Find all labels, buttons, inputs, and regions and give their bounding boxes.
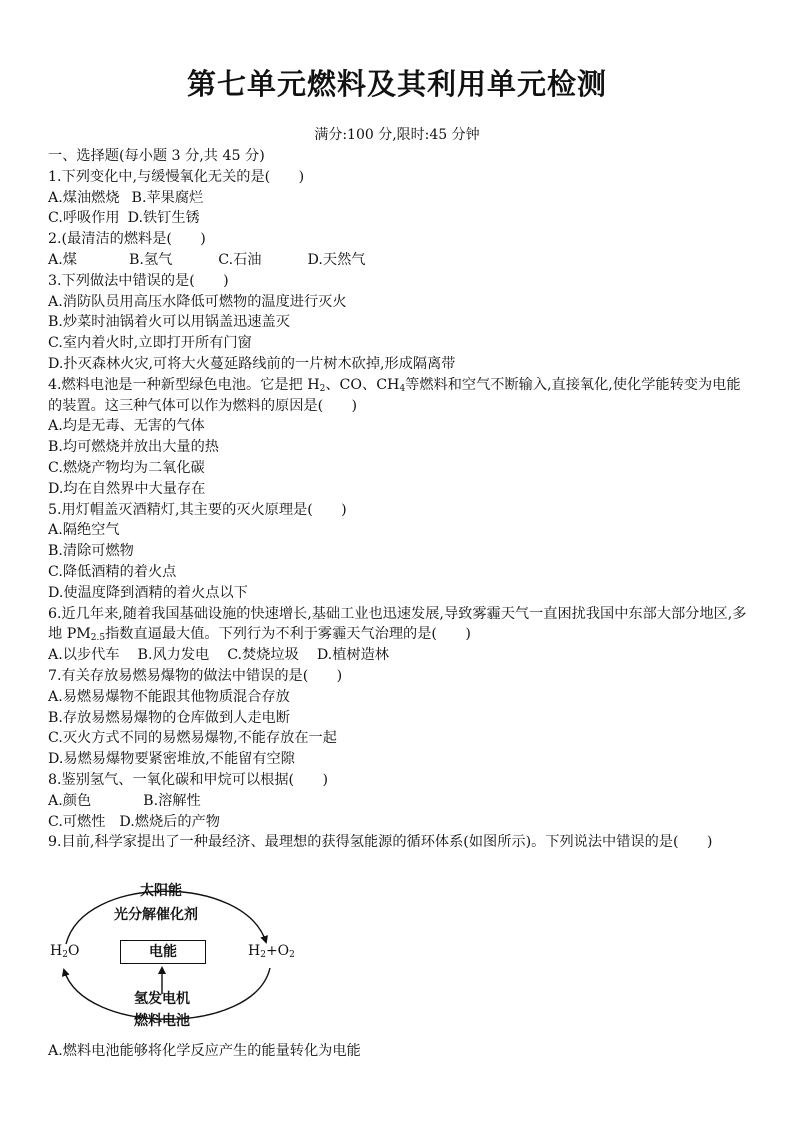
option-row <box>48 188 748 209</box>
question-stem: 7.有关存放易燃易爆物的做法中错误的是( ) <box>48 667 343 684</box>
question-stem: 5.用灯帽盖灭酒精灯,其主要的灭火原理是( ) <box>48 501 347 518</box>
option: C.可燃性 <box>48 813 106 830</box>
subscript: 2 <box>289 950 295 960</box>
option: D.植树造林 <box>316 647 389 664</box>
page-title: 第七单元燃料及其利用单元检测 <box>186 67 607 101</box>
option: C.石油 <box>218 251 262 268</box>
option-row <box>48 250 748 271</box>
electric-energy-box: 电能 <box>120 940 206 964</box>
question-stem: 2.(最清洁的燃料是( ) <box>48 231 206 248</box>
option: A.隔绝空气 <box>48 522 120 539</box>
option: D.易燃易爆物要紧密堆放,不能留有空隙 <box>48 751 295 768</box>
formula-part: O <box>67 943 80 959</box>
option: C.灭火方式不同的易燃易爆物,不能存放在一起 <box>48 730 337 747</box>
hydrogen-generator-label: 氢发电机 <box>134 991 190 1007</box>
stem-text: 等燃料和空气不断输入,直接氧化,使化学能转变为电能的装置。这三种气体可以作为燃料的原因是( ) <box>48 376 741 414</box>
option: A.煤油燃烧 <box>48 189 120 206</box>
solar-energy-label: 太阳能 <box>140 883 182 899</box>
option: B.存放易燃易爆物的仓库做到人走电断 <box>48 709 290 726</box>
water-label <box>50 943 79 959</box>
subscript: 4 <box>399 383 406 394</box>
question-stem: 3.下列做法中错误的是( ) <box>48 272 229 289</box>
option: A.消防队员用高压水降低可燃物的温度进行灭火 <box>48 293 347 310</box>
hydrogen-oxygen-label <box>248 943 295 959</box>
option: B.溶解性 <box>143 792 201 809</box>
option: C.室内着火时,立即打开所有门窗 <box>48 335 252 352</box>
option: B.炒菜时油锅着火可以用锅盖迅速盖灭 <box>48 314 290 331</box>
option-row <box>48 812 748 833</box>
subscript: 2 <box>260 950 266 960</box>
option: D.燃烧后的产物 <box>119 813 220 830</box>
section-heading: 一、选择题(每小题 3 分,共 45 分) <box>48 148 265 164</box>
option: B.苹果腐烂 <box>131 189 204 206</box>
option: B.清除可燃物 <box>48 543 134 560</box>
stem-text: 指数直逼最大值。下列行为不利于雾霾天气治理的是( ) <box>105 626 471 643</box>
option: A.易燃易爆物不能跟其他物质混合存放 <box>48 688 290 705</box>
option: A.颜色 <box>48 792 92 809</box>
exam-info: 满分:100 分,限时:45 分钟 <box>314 127 480 143</box>
option: D.均在自然界中大量存在 <box>48 480 206 497</box>
option-row <box>48 645 748 666</box>
option: B.均可燃烧并放出大量的热 <box>48 439 219 456</box>
stem-text: 、CO、CH <box>325 376 400 393</box>
stem-text: 4.燃料电池是一种新型绿色电池。它是把 H <box>48 376 320 393</box>
question-stem: 1.下列变化中,与缓慢氧化无关的是( ) <box>48 168 305 185</box>
question-list <box>48 146 748 853</box>
fuel-cell-label: 燃料电池 <box>134 1013 190 1029</box>
option-row <box>48 208 748 229</box>
option: A.以步代车 <box>48 647 120 664</box>
option-row <box>48 791 748 812</box>
question-stem: 8.鉴别氢气、一氧化碳和甲烷可以根据( ) <box>48 771 328 788</box>
formula-part: H <box>50 943 63 959</box>
option: D.使温度降到酒精的着火点以下 <box>48 584 248 601</box>
option: D.铁钉生锈 <box>127 210 200 227</box>
option: A.均是无毒、无害的气体 <box>48 418 205 435</box>
formula-part: +O <box>265 943 290 959</box>
option: D.扑灭森林火灾,可将大火蔓延路线前的一片树木砍掉,形成隔离带 <box>48 355 456 372</box>
option: B.氢气 <box>128 251 173 268</box>
hydrogen-cycle-diagram <box>44 876 304 1032</box>
subscript: 2 <box>62 950 68 960</box>
option: B.风力发电 <box>137 647 210 664</box>
option: A.燃料电池能够将化学反应产生的能量转化为电能 <box>48 1043 361 1059</box>
option: D.天然气 <box>307 251 366 268</box>
formula-part: H <box>248 943 261 959</box>
photocatalyst-label: 光分解催化剂 <box>114 907 198 923</box>
option: C.降低酒精的着火点 <box>48 563 177 580</box>
question-stem <box>48 375 748 417</box>
subscript: 2.5 <box>90 633 106 644</box>
option: A.煤 <box>48 251 77 268</box>
question-stem <box>48 604 748 646</box>
option: C.燃烧产物均为二氧化碳 <box>48 459 205 476</box>
stem-text: 6.近几年来,随着我国基础设施的快速增长,基础工业也迅速发展,导致雾霾天气一直困扰我国中东部大部分地区,多地 PM <box>48 605 747 643</box>
subscript: 2 <box>319 383 326 394</box>
option: C.呼吸作用 <box>48 210 120 227</box>
option: C.焚烧垃圾 <box>227 647 299 664</box>
question-stem: 9.目前,科学家提出了一种最经济、最理想的获得氢能源的循环体系(如图所示)。下列说法中错误的是( ) <box>48 834 713 851</box>
